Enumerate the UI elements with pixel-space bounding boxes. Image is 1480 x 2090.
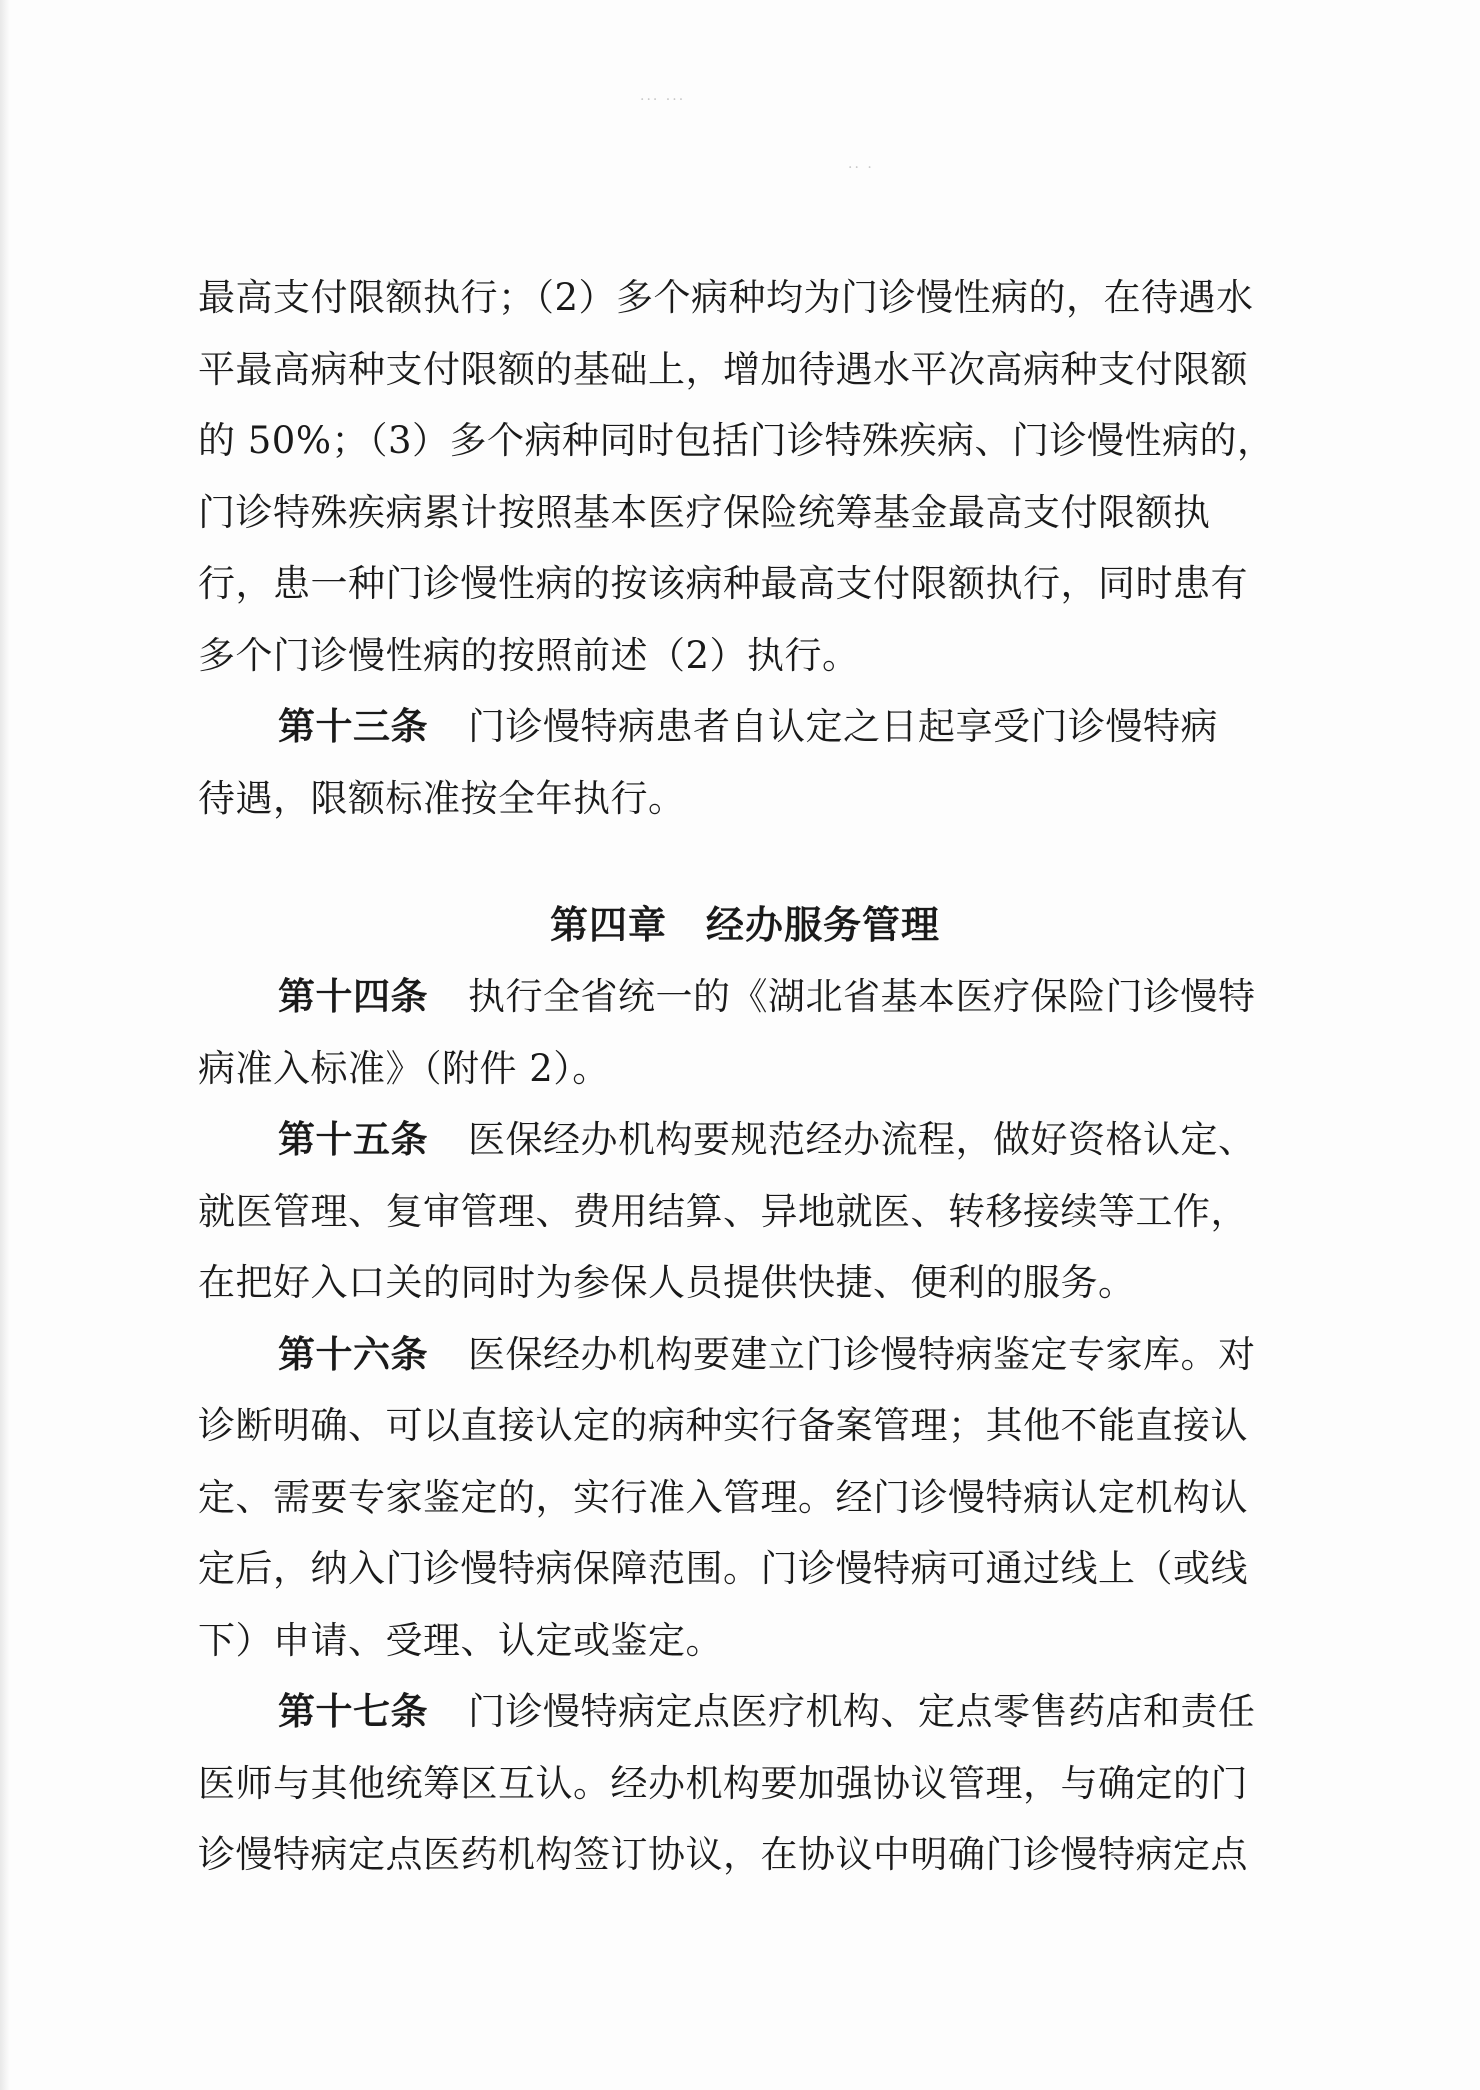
chapter-4-body	[198, 961, 1292, 1891]
article-17-heading: 第十七条	[278, 1689, 428, 1733]
article-16-line-4: 定后，纳入门诊慢特病保障范围。门诊慢特病可通过线上（或线	[198, 1547, 1248, 1590]
scan-artifact-side: ·· ·	[848, 160, 874, 176]
article-13-text: 门诊慢特病患者自认定之日起享受门诊慢特病	[468, 705, 1218, 748]
article-16-line-5: 下）申请、受理、认定或鉴定。	[198, 1618, 723, 1662]
scan-artifact-top: ··· ···	[640, 92, 686, 108]
article-15-line-1	[198, 1104, 1292, 1176]
continued-line: 多个门诊慢性病的按照前述（2）执行。	[198, 633, 860, 677]
continued-line: 最高支付限额执行；（2）多个病种均为门诊慢性病的，在待遇水	[198, 276, 1254, 319]
article-15-line-3: 在把好入口关的同时为参保人员提供快捷、便利的服务。	[198, 1261, 1136, 1304]
article-13-line-2: 待遇，限额标准按全年执行。	[198, 776, 686, 820]
article-15-text: 医保经办机构要规范经办流程，做好资格认定、	[468, 1118, 1256, 1161]
article-16-text: 医保经办机构要建立门诊慢特病鉴定专家库。对	[468, 1332, 1256, 1376]
article-17-text: 门诊慢特病定点医疗机构、定点零售药店和责任	[468, 1690, 1256, 1733]
continued-line: 平最高病种支付限额的基础上，增加待遇水平次高病种支付限额	[198, 347, 1248, 391]
article-16-line-2: 诊断明确、可以直接认定的病种实行备案管理；其他不能直接认	[198, 1404, 1248, 1447]
article-17-line-2: 医师与其他统筹区互认。经办机构要加强协议管理，与确定的门	[198, 1761, 1248, 1805]
scan-edge-shadow	[0, 0, 10, 2090]
article-14-heading: 第十四条	[278, 974, 428, 1018]
article-13-heading: 第十三条	[278, 704, 428, 748]
article-14-line-2: 病准入标准》（附件 2）。	[198, 1046, 610, 1090]
article-16-line-1	[198, 1319, 1292, 1391]
article-15-line-2: 就医管理、复审管理、费用结算、异地就医、转移接续等工作，	[198, 1189, 1248, 1233]
article-16-heading: 第十六条	[278, 1331, 428, 1376]
article-17-line-1	[198, 1676, 1292, 1748]
article-16-line-3: 定、需要专家鉴定的，实行准入管理。经门诊慢特病认定机构认	[198, 1475, 1248, 1519]
article-17-line-3: 诊慢特病定点医药机构签订协议，在协议中明确门诊慢特病定点	[198, 1833, 1248, 1876]
article-14-text: 执行全省统一的《湖北省基本医疗保险门诊慢特	[468, 975, 1256, 1018]
continued-line: 门诊特殊疾病累计按照基本医疗保险统筹基金最高支付限额执	[198, 490, 1211, 534]
continued-paragraph-block	[198, 262, 1292, 834]
article-13-line-1	[198, 691, 1292, 763]
article-15-heading: 第十五条	[278, 1117, 428, 1161]
chapter-title: 第四章 经办服务管理	[549, 903, 940, 947]
article-14-line-1	[198, 961, 1292, 1033]
continued-line: 的 50%；（3）多个病种同时包括门诊特殊疾病、门诊慢性病的，	[198, 419, 1275, 462]
continued-line: 行，患一种门诊慢性病的按该病种最高支付限额执行，同时患有	[198, 562, 1248, 605]
